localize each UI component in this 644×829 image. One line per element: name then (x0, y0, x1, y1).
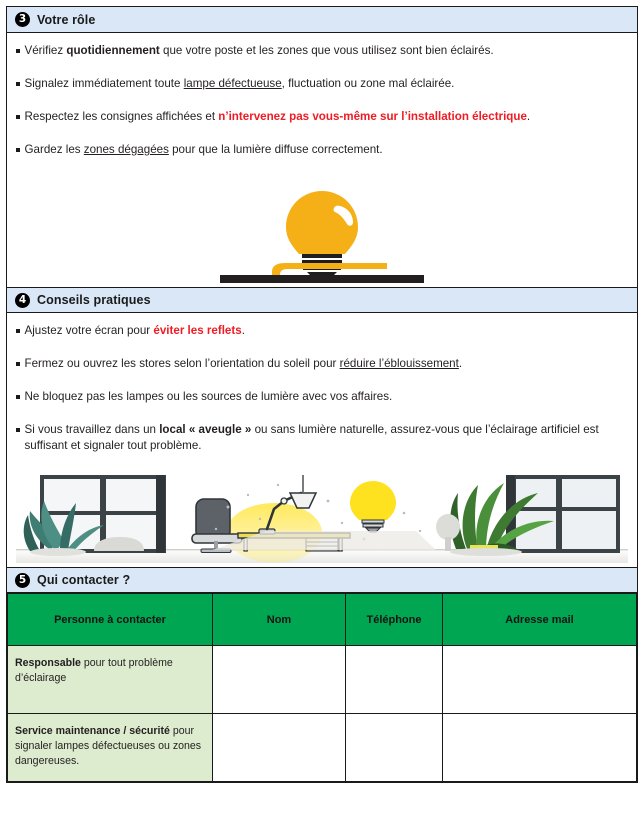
text-run: ou sans lumière naturelle, assurez-vous que l’éclairage artificiel est suffisant et signaler tout problème. (24, 423, 599, 452)
bullet-square-icon (16, 329, 20, 333)
text-run: Gardez les (24, 143, 84, 156)
text-run-bold: local « aveugle » (159, 423, 252, 436)
bullet-text (25, 142, 629, 158)
section-number-badge: 4 (15, 293, 30, 308)
bullet-square-icon (16, 362, 20, 366)
bullet-square-icon (16, 82, 20, 86)
text-run-underline: réduire l’éblouissement (339, 357, 459, 370)
text-run: Vérifiez (24, 44, 67, 57)
text-run: pour tout problème d’éclairage (15, 657, 173, 684)
section-title: Votre rôle (37, 12, 96, 27)
text-run-warning: n’intervenez pas vous-même sur l’installation électrique (218, 110, 527, 123)
text-run: . (241, 324, 245, 337)
cell-personne (8, 646, 213, 714)
office-illustration (16, 471, 628, 563)
bullet-square-icon (16, 395, 20, 399)
text-run-bold: Service maintenance / sécurité (15, 725, 170, 737)
contact-table (7, 593, 637, 782)
text-run-underline: zones dégagées (83, 143, 169, 156)
text-run: Signalez immédiatement toute (24, 77, 184, 90)
cell-nom-input[interactable] (213, 646, 346, 714)
bullet-text (25, 43, 629, 59)
document-frame (6, 6, 638, 783)
text-run: . (458, 357, 463, 370)
bullet-text (25, 76, 629, 92)
section-title: Conseils pratiques (37, 293, 151, 307)
column-header-nom: Nom (213, 594, 346, 646)
text-run: pour que la lumière diffuse correctement. (168, 143, 383, 156)
table-row (8, 714, 637, 782)
bullet-square-icon (16, 115, 20, 119)
cell-adresse-mail-input[interactable] (443, 646, 637, 714)
bullet-item (16, 109, 628, 125)
lightbulb-illustration (16, 175, 628, 283)
section-number-badge: 5 (15, 573, 30, 588)
text-run: . (526, 110, 531, 123)
lightbulb-on-desk-icon (212, 175, 432, 283)
column-header-telephone: Téléphone (346, 594, 443, 646)
table-header-row (8, 594, 637, 646)
bullet-item (16, 389, 628, 405)
section-title: Qui contacter ? (37, 573, 131, 587)
section-header-votre-role (7, 7, 637, 33)
table-row (8, 646, 637, 714)
text-run: Respectez les consignes affichées et (24, 110, 219, 123)
section-body-conseils-pratiques (7, 313, 637, 567)
bullet-text (25, 422, 629, 454)
bullet-item (16, 76, 628, 92)
bullet-text: Ne bloquez pas les lampes ou les sources de lumière avec vos affaires. (24, 390, 393, 403)
bullet-text (25, 323, 629, 339)
text-run-warning: éviter les reflets (153, 324, 242, 337)
cell-telephone-input[interactable] (346, 714, 443, 782)
text-run-bold: quotidiennement (66, 44, 160, 57)
text-run-underline: lampe défectueuse (183, 77, 282, 90)
bullet-item (16, 422, 628, 454)
column-header-adresse-mail: Adresse mail (443, 594, 637, 646)
text-run: que votre poste et les zones que vous utilisez sont bien éclairés. (159, 44, 494, 57)
bullet-square-icon (16, 49, 20, 53)
bullet-item (16, 323, 628, 339)
section-number-badge: 3 (15, 12, 30, 27)
text-run: Fermez ou ouvrez les stores selon l’orientation du soleil pour (24, 357, 340, 370)
bullet-item (16, 142, 628, 158)
bullet-text (25, 356, 629, 372)
right-window (506, 475, 618, 553)
cell-telephone-input[interactable] (346, 646, 443, 714)
text-run: Si vous travaillez dans un (24, 423, 160, 436)
text-run: , fluctuation ou zone mal éclairée. (281, 77, 455, 90)
cell-nom-input[interactable] (213, 714, 346, 782)
text-run-bold: Responsable (15, 657, 81, 669)
cell-adresse-mail-input[interactable] (443, 714, 637, 782)
text-run: Ajustez votre écran pour (24, 324, 154, 337)
column-header-personne: Personne à contacter (8, 594, 213, 646)
bullet-item (16, 356, 628, 372)
section-header-qui-contacter (7, 567, 637, 593)
section-body-votre-role (7, 33, 637, 287)
bullet-square-icon (16, 148, 20, 152)
bullet-square-icon (16, 428, 20, 432)
bullet-item (16, 43, 628, 59)
office-desk-lamp-plants-icon (16, 471, 628, 563)
cell-personne (8, 714, 213, 782)
text-run: pour signaler lampes défectueuses ou zones dangereuses. (15, 725, 202, 767)
section-header-conseils-pratiques (7, 287, 637, 313)
bullet-text (25, 109, 629, 125)
